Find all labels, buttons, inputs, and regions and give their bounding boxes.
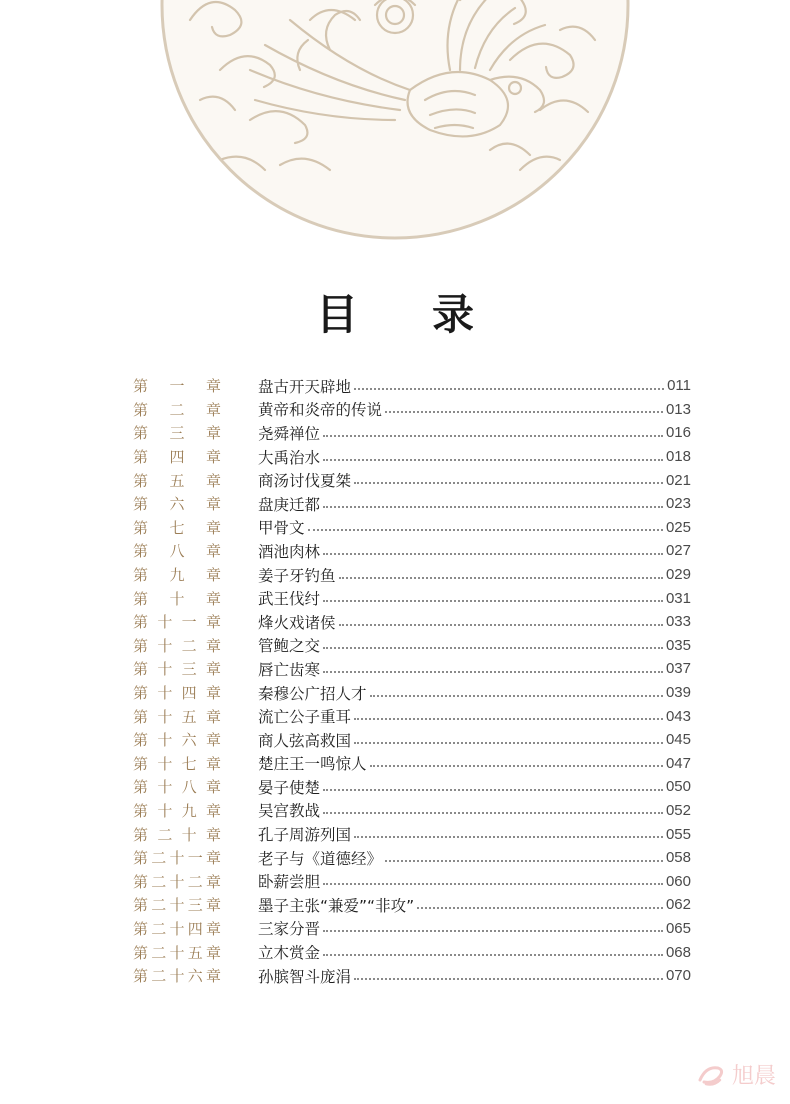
chapter-label-char: 五 [181, 707, 197, 726]
toc-row[interactable] [133, 846, 691, 870]
chapter-label [133, 611, 221, 632]
chapter-label-char: 第 [133, 566, 149, 585]
chapter-label-char: 第 [133, 896, 149, 915]
chapter-label-char: 章 [205, 731, 221, 750]
chapter-label-char: 二 [169, 400, 185, 419]
chapter-label-char: 第 [133, 495, 149, 514]
chapter-label-char: 章 [205, 754, 221, 773]
toc-entry [258, 493, 691, 515]
toc-entry [258, 658, 691, 680]
chapter-label-char: 第 [133, 471, 149, 490]
dot-leader [385, 860, 663, 862]
chapter-label-char: 第 [133, 684, 149, 703]
chapter-label-char: 四 [181, 684, 197, 703]
toc-row[interactable] [133, 893, 691, 917]
title-left-char: 目 [315, 290, 358, 339]
page-number: 058 [665, 849, 691, 867]
toc-entry [258, 965, 691, 987]
toc-entry [258, 941, 691, 963]
toc-entry [258, 611, 691, 633]
chapter-title: 管鲍之交 [258, 637, 321, 656]
chapter-label-char: 第 [133, 872, 149, 891]
chapter-label [133, 753, 221, 774]
chapter-label-char: 第 [133, 660, 149, 679]
chapter-label-char: 章 [205, 518, 221, 537]
chapter-label [133, 706, 221, 727]
toc-entry [258, 422, 691, 444]
chapter-label-char: 十 [157, 754, 173, 773]
chapter-label [133, 871, 221, 892]
dot-leader [354, 482, 663, 484]
page-number: 013 [665, 400, 691, 418]
chapter-label-char: 章 [205, 896, 221, 915]
dot-leader [339, 624, 663, 626]
dot-leader [323, 600, 663, 602]
toc-entry [258, 752, 691, 774]
chapter-title: 流亡公子重耳 [258, 708, 352, 727]
toc-row[interactable] [133, 799, 691, 823]
chapter-label-char: 第 [133, 542, 149, 561]
chapter-label-char: 章 [205, 495, 221, 514]
chapter-label [133, 824, 221, 845]
dot-leader [385, 411, 663, 413]
chapter-label-char: 章 [205, 919, 221, 938]
dot-leader [323, 930, 663, 932]
toc-row[interactable] [133, 610, 691, 634]
toc-entry [258, 894, 691, 916]
chapter-label-char: 二 [157, 825, 173, 844]
chapter-label-char: 一 [187, 849, 203, 868]
dot-leader [323, 789, 663, 791]
chapter-title: 盘古开天辟地 [258, 377, 352, 396]
chapter-label-char: 第 [133, 731, 149, 750]
chapter-label-char: 十 [169, 943, 185, 962]
chapter-label-char: 十 [169, 849, 185, 868]
chapter-label [133, 729, 221, 750]
chapter-label-char: 第 [133, 967, 149, 986]
chapter-label-char: 章 [205, 589, 221, 608]
chapter-label-char: 十 [157, 707, 173, 726]
dot-leader [323, 506, 663, 508]
chapter-label-char: 第 [133, 754, 149, 773]
chapter-label-char: 章 [205, 636, 221, 655]
page-number: 018 [665, 448, 691, 466]
chapter-label-char: 二 [181, 636, 197, 655]
toc-row[interactable] [133, 374, 691, 398]
chapter-label-char: 十 [169, 589, 185, 608]
chapter-label-char: 二 [187, 872, 203, 891]
page-number: 043 [665, 707, 691, 725]
chapter-label-char: 章 [205, 471, 221, 490]
table-of-contents [133, 374, 691, 987]
chapter-title: 老子与《道德经》 [258, 849, 383, 868]
chapter-label [133, 446, 221, 467]
toc-entry [258, 540, 691, 562]
chapter-title: 卧薪尝胆 [258, 873, 321, 892]
chapter-label-char: 十 [157, 801, 173, 820]
dot-leader [354, 836, 663, 838]
toc-row[interactable] [133, 516, 691, 540]
chapter-label-char: 一 [181, 613, 197, 632]
toc-entry [258, 398, 691, 420]
toc-entry [258, 776, 691, 798]
dot-leader [354, 718, 663, 720]
chapter-label-char: 第 [133, 448, 149, 467]
chapter-label-char: 章 [205, 967, 221, 986]
chapter-title: 孙膑智斗庞涓 [258, 967, 352, 986]
dot-leader [323, 812, 663, 814]
page-number: 062 [665, 896, 691, 914]
chapter-title: 黄帝和炎帝的传说 [258, 401, 383, 420]
chapter-title: 墨子主张“兼爱”“非攻” [258, 896, 415, 915]
chapter-label-char: 第 [133, 825, 149, 844]
toc-row[interactable] [133, 869, 691, 893]
chapter-label-char: 第 [133, 707, 149, 726]
page-number: 045 [665, 731, 691, 749]
toc-row[interactable] [133, 421, 691, 445]
chapter-label-char: 章 [205, 849, 221, 868]
dot-leader [323, 647, 663, 649]
chapter-label-char: 第 [133, 589, 149, 608]
chapter-label-char: 三 [181, 660, 197, 679]
page-title [0, 282, 790, 342]
toc-row[interactable] [133, 704, 691, 728]
toc-row[interactable] [133, 398, 691, 422]
chapter-title: 大禹治水 [258, 448, 321, 467]
toc-row[interactable] [133, 468, 691, 492]
toc-row[interactable] [133, 917, 691, 941]
toc-row[interactable] [133, 492, 691, 516]
chapter-label-char: 第 [133, 613, 149, 632]
chapter-title: 孔子周游列国 [258, 826, 352, 845]
toc-row[interactable] [133, 728, 691, 752]
chapter-label [133, 682, 221, 703]
chapter-label-char: 第 [133, 919, 149, 938]
page-number: 035 [665, 636, 691, 654]
chapter-label-char: 十 [169, 872, 185, 891]
chapter-title: 甲骨文 [258, 519, 305, 538]
phoenix-medallion-illustration [160, 0, 630, 240]
toc-entry [258, 446, 691, 468]
chapter-label-char: 四 [187, 919, 203, 938]
chapter-title: 盘庚迁都 [258, 495, 321, 514]
chapter-label-char: 三 [169, 424, 185, 443]
chapter-label [133, 540, 221, 561]
toc-entry [258, 587, 691, 609]
chapter-label-char: 章 [205, 566, 221, 585]
chapter-label [133, 470, 221, 491]
chapter-label-char: 章 [205, 613, 221, 632]
dot-leader [370, 695, 663, 697]
page-number: 068 [665, 943, 691, 961]
chapter-title: 秦穆公广招人才 [258, 684, 367, 703]
dot-leader [323, 954, 663, 956]
watermark-text: 旭晨 [731, 1064, 776, 1089]
dot-leader [370, 765, 663, 767]
chapter-label-char: 二 [151, 896, 167, 915]
swirl-logo-icon [696, 1062, 726, 1088]
chapter-label [133, 965, 221, 986]
chapter-label-char: 十 [169, 967, 185, 986]
chapter-label-char: 八 [169, 542, 185, 561]
chapter-label [133, 493, 221, 514]
chapter-label-char: 十 [157, 660, 173, 679]
toc-row[interactable] [133, 964, 691, 988]
chapter-label-char: 章 [205, 400, 221, 419]
chapter-label-char: 二 [151, 919, 167, 938]
dot-leader [417, 907, 663, 909]
chapter-title: 尧舜禅位 [258, 424, 321, 443]
chapter-label-char: 章 [205, 801, 221, 820]
chapter-label [133, 399, 221, 420]
chapter-label-char: 九 [181, 801, 197, 820]
toc-row[interactable] [133, 752, 691, 776]
page-number: 029 [665, 566, 691, 584]
toc-entry [258, 847, 691, 869]
chapter-label-char: 十 [181, 825, 197, 844]
chapter-label [133, 564, 221, 585]
toc-row[interactable] [133, 445, 691, 469]
chapter-label-char: 七 [169, 518, 185, 537]
toc-entry [258, 870, 691, 892]
page-number: 033 [665, 613, 691, 631]
toc-entry [258, 705, 691, 727]
chapter-title: 三家分晋 [258, 920, 321, 939]
chapter-label-char: 第 [133, 518, 149, 537]
page-number: 047 [665, 754, 691, 772]
chapter-label-char: 十 [169, 896, 185, 915]
toc-entry [258, 375, 691, 397]
chapter-label-char: 第 [133, 778, 149, 797]
toc-entry [258, 516, 691, 538]
toc-entry [258, 469, 691, 491]
page-number: 065 [665, 919, 691, 937]
dot-leader [323, 435, 663, 437]
chapter-label-char: 章 [205, 707, 221, 726]
toc-entry [258, 917, 691, 939]
chapter-label-char: 五 [187, 943, 203, 962]
chapter-label-char: 第 [133, 943, 149, 962]
chapter-label-char: 十 [157, 613, 173, 632]
chapter-label-char: 八 [181, 778, 197, 797]
chapter-label [133, 847, 221, 868]
chapter-label-char: 第 [133, 801, 149, 820]
watermark [696, 1059, 776, 1090]
chapter-label-char: 六 [181, 731, 197, 750]
page-number: 052 [665, 801, 691, 819]
chapter-title: 武王伐纣 [258, 590, 321, 609]
chapter-label-char: 章 [205, 778, 221, 797]
page-number: 031 [665, 589, 691, 607]
toc-row[interactable] [133, 563, 691, 587]
page-number: 023 [665, 495, 691, 513]
dot-leader [354, 388, 664, 390]
chapter-label [133, 800, 221, 821]
chapter-label-char: 二 [151, 943, 167, 962]
dot-leader [354, 978, 663, 980]
toc-entry [258, 634, 691, 656]
chapter-label-char: 章 [205, 542, 221, 561]
chapter-label-char: 二 [151, 872, 167, 891]
toc-row[interactable] [133, 539, 691, 563]
page-number: 050 [665, 778, 691, 796]
chapter-title: 楚庄王一鸣惊人 [258, 755, 367, 774]
chapter-label-char: 章 [205, 424, 221, 443]
page-number: 055 [665, 825, 691, 843]
dot-leader [308, 529, 663, 531]
dot-leader [354, 742, 663, 744]
toc-row[interactable] [133, 657, 691, 681]
chapter-label-char: 七 [181, 754, 197, 773]
chapter-label [133, 776, 221, 797]
page-number: 021 [665, 471, 691, 489]
chapter-label [133, 635, 221, 656]
chapter-label [133, 588, 221, 609]
chapter-label-char: 十 [169, 919, 185, 938]
chapter-label-char: 十 [157, 636, 173, 655]
toc-entry [258, 682, 691, 704]
chapter-label-char: 三 [187, 896, 203, 915]
toc-entry [258, 729, 691, 751]
chapter-title: 商汤讨伐夏桀 [258, 472, 352, 491]
chapter-title: 姜子牙钓鱼 [258, 566, 336, 585]
chapter-title: 烽火戏诸侯 [258, 613, 336, 632]
chapter-label [133, 918, 221, 939]
chapter-label-char: 一 [169, 377, 185, 396]
chapter-label-char: 十 [157, 684, 173, 703]
chapter-label [133, 422, 221, 443]
dot-leader [323, 459, 663, 461]
chapter-label-char: 十 [157, 778, 173, 797]
toc-row[interactable] [133, 775, 691, 799]
page-number: 037 [665, 660, 691, 678]
chapter-label-char: 章 [205, 943, 221, 962]
chapter-label-char: 章 [205, 825, 221, 844]
toc-entry [258, 823, 691, 845]
toc-row[interactable] [133, 940, 691, 964]
page-number: 011 [667, 377, 691, 395]
chapter-label-char: 第 [133, 636, 149, 655]
dot-leader [323, 553, 663, 555]
chapter-label-char: 二 [151, 849, 167, 868]
toc-row[interactable] [133, 822, 691, 846]
chapter-label-char: 章 [205, 660, 221, 679]
toc-row[interactable] [133, 586, 691, 610]
toc-row[interactable] [133, 681, 691, 705]
toc-entry [258, 564, 691, 586]
chapter-label-char: 九 [169, 566, 185, 585]
page-number: 070 [665, 967, 691, 985]
chapter-label-char: 章 [205, 448, 221, 467]
page-number: 016 [665, 424, 691, 442]
dot-leader [323, 883, 663, 885]
chapter-label-char: 二 [151, 967, 167, 986]
chapter-label-char: 十 [157, 731, 173, 750]
chapter-title: 商人弦高救国 [258, 731, 352, 750]
chapter-label [133, 375, 221, 396]
chapter-label [133, 942, 221, 963]
chapter-title: 酒池肉林 [258, 542, 321, 561]
toc-row[interactable] [133, 634, 691, 658]
chapter-label-char: 章 [205, 377, 221, 396]
chapter-title: 吴宫教战 [258, 802, 321, 821]
chapter-title: 立木赏金 [258, 944, 321, 963]
chapter-label-char: 四 [169, 448, 185, 467]
chapter-label-char: 六 [187, 967, 203, 986]
chapter-label-char: 章 [205, 684, 221, 703]
chapter-title: 唇亡齿寒 [258, 660, 321, 679]
chapter-label [133, 517, 221, 538]
chapter-label-char: 第 [133, 849, 149, 868]
title-right-char: 录 [432, 290, 475, 339]
toc-entry [258, 799, 691, 821]
chapter-label-char: 第 [133, 424, 149, 443]
chapter-label-char: 章 [205, 872, 221, 891]
chapter-label [133, 894, 221, 915]
chapter-label-char: 六 [169, 495, 185, 514]
page-number: 039 [665, 684, 691, 702]
page-number: 025 [665, 518, 691, 536]
chapter-label-char: 五 [169, 471, 185, 490]
chapter-label-char: 第 [133, 400, 149, 419]
page-number: 027 [665, 542, 691, 560]
dot-leader [323, 671, 663, 673]
chapter-label-char: 第 [133, 377, 149, 396]
chapter-label [133, 658, 221, 679]
page-number: 060 [665, 872, 691, 890]
chapter-title: 晏子使楚 [258, 778, 321, 797]
dot-leader [339, 577, 663, 579]
